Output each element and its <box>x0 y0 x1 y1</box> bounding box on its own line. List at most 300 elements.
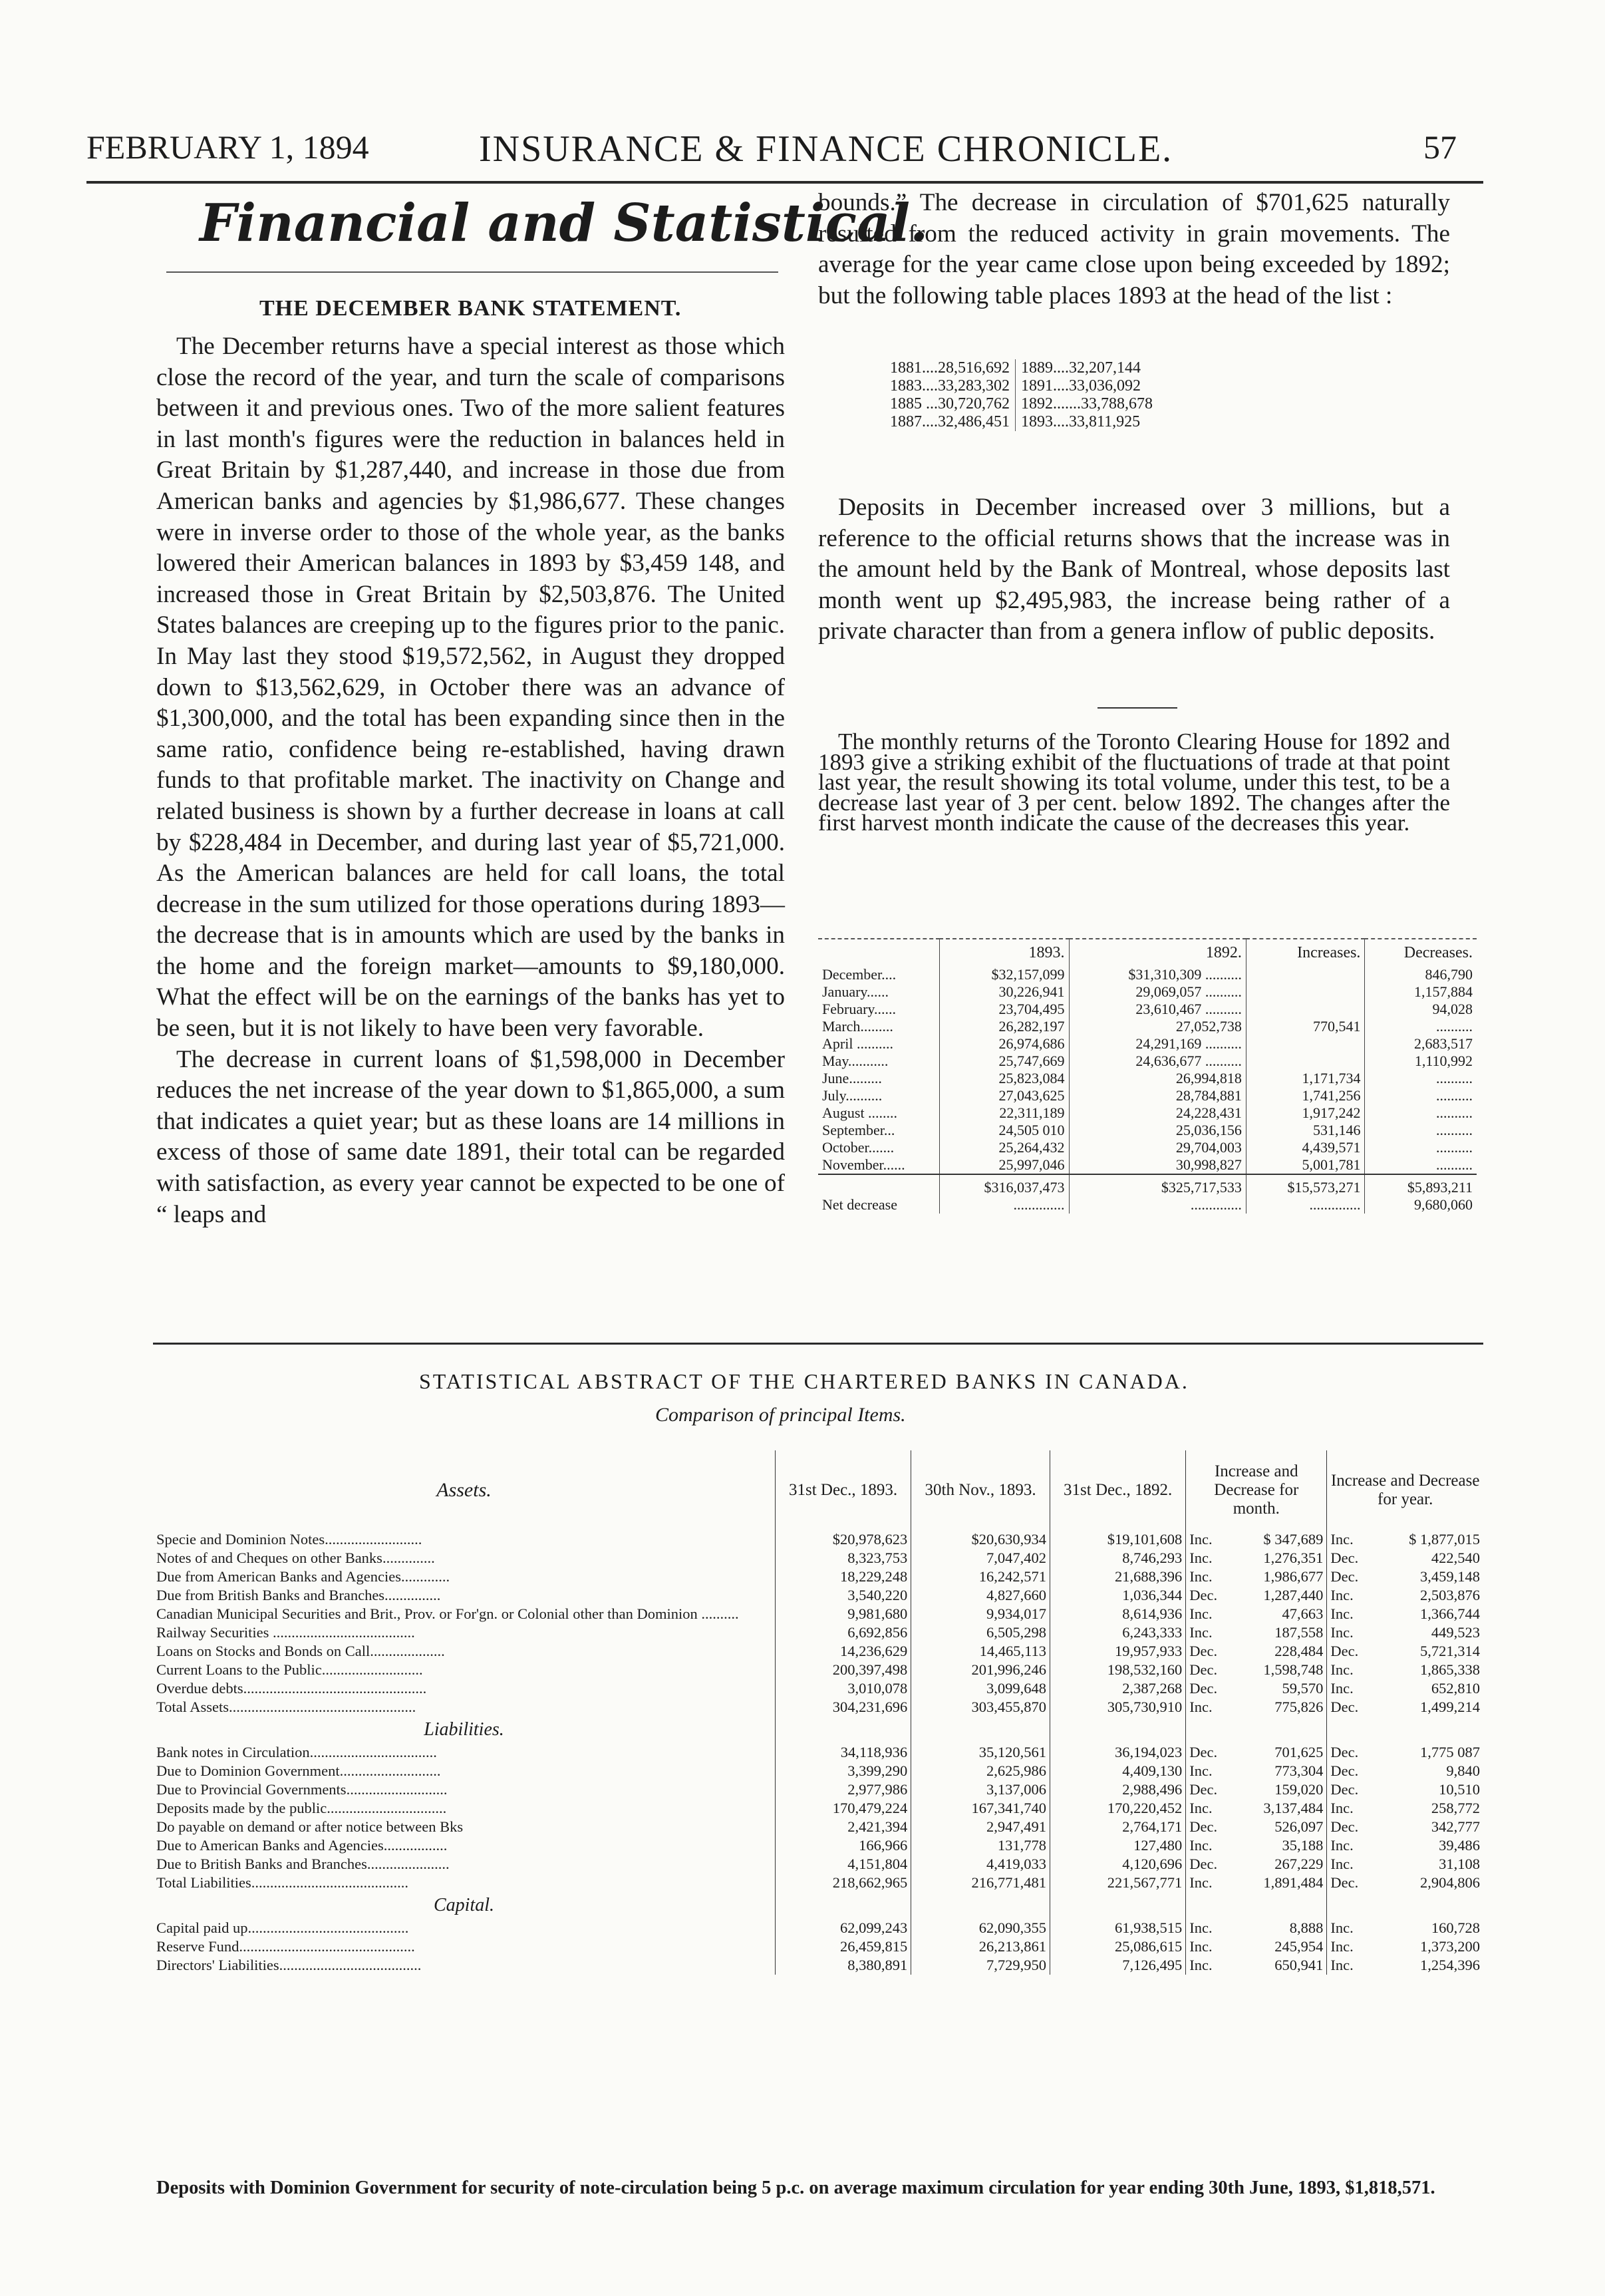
item-value: 198,532,160 <box>1050 1661 1186 1679</box>
clearing-value: 770,541 <box>1246 1018 1365 1035</box>
item-value: 160,728 <box>1431 1919 1480 1936</box>
divider <box>1097 707 1177 709</box>
item-label: Notes of and Cheques on other Banks.............. <box>156 1550 435 1566</box>
item-value: 258,772 <box>1431 1800 1480 1816</box>
item-value: 1,865,338 <box>1420 1661 1480 1678</box>
item-value: 4,419,033 <box>911 1855 1050 1874</box>
journal-title: INSURANCE & FINANCE CHRONICLE. <box>479 128 1173 170</box>
capital-section <box>153 1892 1483 1919</box>
clearing-value: 29,069,057 .......... <box>1069 983 1246 1001</box>
circulation-table <box>885 359 1158 431</box>
item-value: 2,988,496 <box>1050 1780 1186 1799</box>
item-value: 187,558 <box>1274 1624 1324 1641</box>
item-value: Inc. <box>1327 1661 1376 1679</box>
clearing-total-row <box>818 1174 1477 1196</box>
abstract-title: STATISTICAL ABSTRACT OF THE CHARTERED BANKS IN CANADA. <box>419 1369 1189 1393</box>
item-value: Inc. <box>1186 1605 1235 1623</box>
month-label <box>818 1174 940 1196</box>
footnote: Deposits with Dominion Government for security of note-circulation being 5 p.c. on average maximum circulation for year ending 30th June, 1893, $1,818,571. <box>156 2178 1435 2198</box>
item-value: Dec. <box>1327 1743 1376 1762</box>
item-value: 18,229,248 <box>776 1567 911 1586</box>
abstract-row <box>153 1836 1483 1855</box>
section-title: Financial and Statistical. <box>200 193 929 253</box>
clearing-value: $5,893,211 <box>1365 1174 1477 1196</box>
clearing-value <box>1246 983 1365 1001</box>
item-value: 25,086,615 <box>1050 1937 1186 1956</box>
item-label: Specie and Dominion Notes.......................... <box>156 1531 422 1548</box>
clearing-value: .......... <box>1365 1156 1477 1174</box>
title-rule <box>166 271 778 273</box>
article-paragraph-2: The decrease in current loans of $1,598,000 in December reduces the net increase of the year down to $1,865,000, a sum that indicates a quiet year; but as these loans are 14 millions in excess of those of same date 1891, their total can be regarded with satisfaction, as every year cannot be expected to be one of “ leaps and <box>156 1045 785 1228</box>
item-value: 35,120,561 <box>911 1743 1050 1762</box>
item-value: Inc. <box>1186 1762 1235 1780</box>
abstract-header-nov-1893: 30th Nov., 1893. <box>911 1450 1050 1530</box>
item-label: Due from American Banks and Agencies............. <box>156 1568 450 1585</box>
clearing-header-increases: Increases. <box>1246 939 1365 966</box>
abstract-row <box>153 1818 1483 1836</box>
item-value: Dec. <box>1327 1780 1376 1799</box>
item-value: $19,101,608 <box>1050 1530 1186 1549</box>
item-value: 201,996,246 <box>911 1661 1050 1679</box>
header-rule <box>86 181 1483 184</box>
month-label: May........... <box>822 1053 889 1069</box>
item-label: Loans on Stocks and Bonds on Call.................... <box>156 1643 445 1659</box>
abstract-row <box>153 1605 1483 1623</box>
clearing-row <box>818 1018 1477 1035</box>
clearing-row <box>818 1053 1477 1070</box>
empty-cell <box>776 1717 911 1743</box>
clearing-value: 24,505 010 <box>940 1122 1070 1139</box>
clearing-row <box>818 1156 1477 1174</box>
item-label: Due from British Banks and Branches............... <box>156 1587 441 1603</box>
abstract-row <box>153 1586 1483 1605</box>
item-value: 6,505,298 <box>911 1623 1050 1642</box>
item-value: 221,567,771 <box>1050 1874 1186 1892</box>
clearing-value: 23,610,467 .......... <box>1069 1001 1246 1018</box>
item-value: Dec. <box>1186 1855 1235 1874</box>
clearing-row <box>818 1001 1477 1018</box>
abstract-row <box>153 1679 1483 1698</box>
item-value: 34,118,936 <box>776 1743 911 1762</box>
item-value: 9,981,680 <box>776 1605 911 1623</box>
item-value: 8,746,293 <box>1050 1549 1186 1567</box>
clearing-value: $31,310,309 .......... <box>1069 966 1246 983</box>
clearing-value: $15,573,271 <box>1246 1174 1365 1196</box>
item-value: 422,540 <box>1431 1550 1480 1566</box>
empty-cell <box>776 1892 911 1919</box>
liabilities-section-label: Liabilities. <box>424 1719 504 1740</box>
item-value: 1,276,351 <box>1263 1550 1324 1566</box>
clearing-value: 25,823,084 <box>940 1070 1070 1087</box>
item-value: 4,151,804 <box>776 1855 911 1874</box>
circulation-row <box>885 395 1158 413</box>
item-value: 2,421,394 <box>776 1818 911 1836</box>
empty-cell <box>1327 1717 1376 1743</box>
item-value: 449,523 <box>1431 1624 1480 1641</box>
empty-cell <box>1327 1892 1376 1919</box>
abstract-row <box>153 1780 1483 1799</box>
month-label: November...... <box>822 1156 905 1173</box>
circulation-cell: 1892.......33,788,678 <box>1016 395 1159 413</box>
item-value: 1,036,344 <box>1050 1586 1186 1605</box>
clearing-value: 531,146 <box>1246 1122 1365 1139</box>
clearing-value: .......... <box>1365 1122 1477 1139</box>
abstract-row <box>153 1855 1483 1874</box>
item-value: 2,387,268 <box>1050 1679 1186 1698</box>
item-label: Due to Dominion Government........................... <box>156 1762 441 1779</box>
item-value: Inc. <box>1186 1836 1235 1855</box>
clearing-value: .......... <box>1365 1018 1477 1035</box>
item-value: Inc. <box>1327 1530 1376 1549</box>
clearing-value: 24,636,677 .......... <box>1069 1053 1246 1070</box>
item-value: Dec. <box>1327 1762 1376 1780</box>
month-label: April .......... <box>822 1035 893 1052</box>
clearing-value: 26,282,197 <box>940 1018 1070 1035</box>
empty-cell <box>1186 1717 1235 1743</box>
clearing-value: .......... <box>1365 1070 1477 1087</box>
clearing-row <box>818 1104 1477 1122</box>
item-value: 2,904,806 <box>1420 1874 1480 1891</box>
clearing-value: 1,110,992 <box>1365 1053 1477 1070</box>
clearing-header-decreases: Decreases. <box>1365 939 1477 966</box>
item-value: Inc. <box>1327 1836 1376 1855</box>
article-heading: THE DECEMBER BANK STATEMENT. <box>259 296 682 321</box>
abstract-row <box>153 1919 1483 1937</box>
clearing-value: 27,043,625 <box>940 1087 1070 1104</box>
month-label: October....... <box>822 1139 895 1156</box>
clearing-value: 1,741,256 <box>1246 1087 1365 1104</box>
abstract-header-dec-1893: 31st Dec., 1893. <box>776 1450 911 1530</box>
item-value: Inc. <box>1186 1530 1235 1549</box>
clearing-value: 1,157,884 <box>1365 983 1477 1001</box>
clearing-value: 30,998,827 <box>1069 1156 1246 1174</box>
item-label: Directors' Liabilities...................................... <box>156 1957 422 1973</box>
month-label: July.......... <box>822 1087 883 1104</box>
item-value: 16,242,571 <box>911 1567 1050 1586</box>
item-value: $20,630,934 <box>911 1530 1050 1549</box>
month-label: June......... <box>822 1070 882 1086</box>
abstract-row <box>153 1567 1483 1586</box>
clearing-value: .............. <box>1069 1196 1246 1214</box>
item-value: 3,540,220 <box>776 1586 911 1605</box>
article-paragraph-3: bounds.” The decrease in circulation of $701,625 naturally resulted from the reduced activity in grain movements. The average for the year came close upon being exceeded by 1892; but the following table places 1893 at the head of the list : <box>818 189 1450 309</box>
item-value: 61,938,515 <box>1050 1919 1186 1937</box>
clearing-value: 4,439,571 <box>1246 1139 1365 1156</box>
item-value: 6,692,856 <box>776 1623 911 1642</box>
item-value: Dec. <box>1327 1874 1376 1892</box>
clearing-value: 25,747,669 <box>940 1053 1070 1070</box>
item-label: Total Assets.................................................. <box>156 1699 416 1715</box>
item-value: Inc. <box>1186 1937 1235 1956</box>
item-value: 1,598,748 <box>1263 1661 1324 1678</box>
abstract-row <box>153 1762 1483 1780</box>
item-value: 21,688,396 <box>1050 1567 1186 1586</box>
item-value: 2,625,986 <box>911 1762 1050 1780</box>
circulation-row <box>885 377 1158 395</box>
item-value: $ 1,877,015 <box>1409 1531 1480 1548</box>
item-label: Deposits made by the public................................ <box>156 1800 447 1816</box>
clearing-value: 28,784,881 <box>1069 1087 1246 1104</box>
abstract-header-assets: Assets. <box>436 1479 492 1501</box>
item-value: Inc. <box>1327 1605 1376 1623</box>
item-value: 7,047,402 <box>911 1549 1050 1567</box>
item-value: 7,126,495 <box>1050 1956 1186 1975</box>
clearing-value: 25,997,046 <box>940 1156 1070 1174</box>
clearing-value: 26,994,818 <box>1069 1070 1246 1087</box>
item-value: 10,510 <box>1439 1781 1480 1798</box>
clearing-value: 29,704,003 <box>1069 1139 1246 1156</box>
item-value: 305,730,910 <box>1050 1698 1186 1717</box>
month-label: December.... <box>822 966 897 983</box>
page-number: 57 <box>1423 128 1457 166</box>
abstract-subtitle: Comparison of principal Items. <box>655 1404 906 1426</box>
clearing-value <box>1246 1053 1365 1070</box>
item-value: 773,304 <box>1274 1762 1324 1779</box>
item-value: 200,397,498 <box>776 1661 911 1679</box>
item-value: 1,986,677 <box>1263 1568 1324 1585</box>
item-value: 4,120,696 <box>1050 1855 1186 1874</box>
month-label: September... <box>822 1122 895 1138</box>
item-value: Inc. <box>1327 1799 1376 1818</box>
item-value: Inc. <box>1327 1956 1376 1975</box>
item-label: Due to Provincial Governments........................... <box>156 1781 448 1798</box>
item-label: Reserve Fund............................................... <box>156 1938 415 1955</box>
circulation-cell: 1887....32,486,451 <box>890 413 1010 430</box>
item-value: 4,409,130 <box>1050 1762 1186 1780</box>
item-value: 159,020 <box>1274 1781 1324 1798</box>
clearing-value: 26,974,686 <box>940 1035 1070 1053</box>
clearing-house-table <box>818 938 1477 1214</box>
item-value: Inc. <box>1186 1698 1235 1717</box>
empty-cell <box>1376 1892 1483 1919</box>
item-label: Due to American Banks and Agencies................. <box>156 1837 448 1854</box>
abstract-row <box>153 1530 1483 1549</box>
statistical-abstract-table <box>153 1450 1483 1975</box>
clearing-value: 9,680,060 <box>1365 1196 1477 1214</box>
item-label: Canadian Municipal Securities and Brit., Prov. or For'gn. or Colonial other than Dominion .......... <box>156 1605 739 1622</box>
circulation-row <box>885 413 1158 431</box>
abstract-header-month-change: Increase and Decrease for month. <box>1186 1450 1327 1530</box>
item-value: 166,966 <box>776 1836 911 1855</box>
item-value: 775,826 <box>1274 1699 1324 1715</box>
item-value: 47,663 <box>1282 1605 1324 1622</box>
item-value: Inc. <box>1186 1874 1235 1892</box>
article-paragraph-5: The monthly returns of the Toronto Clearing House for 1892 and 1893 give a striking exhibit of the fluctuations of trade at that point last year, the result showing its total volume, under this test, to be a decrease last year of 3 per cent. below 1892. The changes after the first harvest month indicate the cause of the decreases this year. <box>818 729 1450 836</box>
item-value: Dec. <box>1186 1743 1235 1762</box>
right-column-top <box>818 188 1450 311</box>
item-value: 9,840 <box>1446 1762 1480 1779</box>
clearing-net-row <box>818 1196 1477 1214</box>
item-value: 245,954 <box>1274 1938 1324 1955</box>
circulation-row <box>885 359 1158 377</box>
empty-cell <box>1234 1717 1327 1743</box>
item-label: Overdue debts................................................. <box>156 1680 427 1697</box>
article-paragraph-4: Deposits in December increased over 3 millions, but a reference to the official returns shows that the increase was in the amount held by the Bank of Montreal, whose deposits last month went up $2,495,983, the increase being rather of a private character than from a genera inflow of public deposits. <box>818 494 1450 645</box>
right-column-mid <box>818 492 1450 647</box>
item-value: 2,764,171 <box>1050 1818 1186 1836</box>
clearing-value: 5,001,781 <box>1246 1156 1365 1174</box>
item-value: Dec. <box>1186 1679 1235 1698</box>
abstract-header-dec-1892: 31st Dec., 1892. <box>1050 1450 1186 1530</box>
abstract-row <box>153 1743 1483 1762</box>
item-value: 62,099,243 <box>776 1919 911 1937</box>
item-label: Current Loans to the Public........................... <box>156 1661 423 1678</box>
clearing-row <box>818 1139 1477 1156</box>
item-value: 3,137,484 <box>1263 1800 1324 1816</box>
liabilities-section <box>153 1717 1483 1743</box>
item-value: 304,231,696 <box>776 1698 911 1717</box>
item-value: 26,459,815 <box>776 1937 911 1956</box>
item-value: 2,503,876 <box>1420 1587 1480 1603</box>
clearing-value: $32,157,099 <box>940 966 1070 983</box>
item-value: 14,236,629 <box>776 1642 911 1661</box>
item-value: Inc. <box>1327 1623 1376 1642</box>
item-value: 131,778 <box>911 1836 1050 1855</box>
empty-cell <box>911 1892 1050 1919</box>
item-value: 35,188 <box>1282 1837 1324 1854</box>
circulation-cell: 1883....33,283,302 <box>890 377 1010 395</box>
item-value: Inc. <box>1327 1586 1376 1605</box>
item-value: 1,366,744 <box>1420 1605 1480 1622</box>
item-value: 26,213,861 <box>911 1937 1050 1956</box>
item-value: 3,137,006 <box>911 1780 1050 1799</box>
item-label: Due to British Banks and Branches...................... <box>156 1856 450 1872</box>
item-value: 59,570 <box>1282 1680 1324 1697</box>
item-value: 8,888 <box>1289 1919 1324 1936</box>
item-value: 1,499,214 <box>1420 1699 1480 1715</box>
item-value: 8,380,891 <box>776 1956 911 1975</box>
item-value: Dec. <box>1186 1780 1235 1799</box>
item-value: 650,941 <box>1274 1957 1324 1973</box>
abstract-header-year-change: Increase and Decrease for year. <box>1327 1450 1483 1530</box>
clearing-value: 27,052,738 <box>1069 1018 1246 1035</box>
item-value: 1,891,484 <box>1263 1874 1324 1891</box>
clearing-row <box>818 1122 1477 1139</box>
clearing-value: 30,226,941 <box>940 983 1070 1001</box>
item-value: Dec. <box>1327 1567 1376 1586</box>
clearing-value <box>1246 1001 1365 1018</box>
item-label: Railway Securities ...................................... <box>156 1624 415 1641</box>
abstract-row <box>153 1956 1483 1975</box>
clearing-row <box>818 1035 1477 1053</box>
clearing-value: 2,683,517 <box>1365 1035 1477 1053</box>
item-value: Inc. <box>1186 1956 1235 1975</box>
item-value: Inc. <box>1327 1919 1376 1937</box>
item-label: Bank notes in Circulation.................................. <box>156 1744 437 1760</box>
item-value: 1,775 087 <box>1420 1744 1480 1760</box>
abstract-row <box>153 1874 1483 1892</box>
item-value: 1,373,200 <box>1420 1938 1480 1955</box>
item-value: $ 347,689 <box>1263 1531 1324 1548</box>
item-value: Dec. <box>1327 1549 1376 1567</box>
item-value: 170,479,224 <box>776 1799 911 1818</box>
item-value: 3,099,648 <box>911 1679 1050 1698</box>
empty-cell <box>1376 1717 1483 1743</box>
month-label: January...... <box>822 983 889 1000</box>
clearing-value <box>1246 1035 1365 1053</box>
abstract-row <box>153 1549 1483 1567</box>
left-column <box>156 331 785 1230</box>
item-value: 1,287,440 <box>1263 1587 1324 1603</box>
item-value: 3,399,290 <box>776 1762 911 1780</box>
clearing-value: 1,917,242 <box>1246 1104 1365 1122</box>
month-label: February...... <box>822 1001 896 1017</box>
empty-cell <box>1186 1892 1235 1919</box>
item-value: Inc. <box>1186 1799 1235 1818</box>
abstract-row <box>153 1799 1483 1818</box>
item-value: 3,459,148 <box>1420 1568 1480 1585</box>
item-value: Dec. <box>1327 1698 1376 1717</box>
abstract-row <box>153 1661 1483 1679</box>
clearing-value: .............. <box>940 1196 1070 1214</box>
item-value: 14,465,113 <box>911 1642 1050 1661</box>
capital-section-label: Capital. <box>433 1895 494 1915</box>
item-value: 39,486 <box>1439 1837 1480 1854</box>
clearing-value: 23,704,495 <box>940 1001 1070 1018</box>
item-value: 701,625 <box>1274 1744 1324 1760</box>
circulation-cell: 1891....33,036,092 <box>1016 377 1159 395</box>
item-value: 526,097 <box>1274 1818 1324 1835</box>
clearing-value: $325,717,533 <box>1069 1174 1246 1196</box>
item-value: 167,341,740 <box>911 1799 1050 1818</box>
item-value: $20,978,623 <box>776 1530 911 1549</box>
clearing-value: 24,291,169 .......... <box>1069 1035 1246 1053</box>
month-label: March......... <box>822 1018 893 1035</box>
abstract-row <box>153 1642 1483 1661</box>
empty-cell <box>1050 1717 1186 1743</box>
item-value: 218,662,965 <box>776 1874 911 1892</box>
item-value: 342,777 <box>1431 1818 1480 1835</box>
clearing-value: .......... <box>1365 1104 1477 1122</box>
item-value: Inc. <box>1186 1623 1235 1642</box>
clearing-value: 24,228,431 <box>1069 1104 1246 1122</box>
clearing-value: .......... <box>1365 1087 1477 1104</box>
abstract-row <box>153 1623 1483 1642</box>
item-value: 2,977,986 <box>776 1780 911 1799</box>
item-value: 127,480 <box>1050 1836 1186 1855</box>
clearing-row <box>818 983 1477 1001</box>
empty-cell <box>1050 1892 1186 1919</box>
item-value: 36,194,023 <box>1050 1743 1186 1762</box>
item-label: Capital paid up........................................... <box>156 1919 409 1936</box>
circulation-cell: 1889....32,207,144 <box>1016 359 1159 377</box>
month-label: August ........ <box>822 1104 898 1121</box>
clearing-header-1892: 1892. <box>1069 939 1246 966</box>
empty-cell <box>1234 1892 1327 1919</box>
item-value: Inc. <box>1186 1549 1235 1567</box>
clearing-value: 22,311,189 <box>940 1104 1070 1122</box>
item-value: Dec. <box>1327 1642 1376 1661</box>
abstract-row <box>153 1937 1483 1956</box>
item-value: 3,010,078 <box>776 1679 911 1698</box>
item-value: 62,090,355 <box>911 1919 1050 1937</box>
item-value: Dec. <box>1327 1818 1376 1836</box>
circulation-cell: 1881....28,516,692 <box>890 359 1010 377</box>
item-value: 5,721,314 <box>1420 1643 1480 1659</box>
item-value: 303,455,870 <box>911 1698 1050 1717</box>
page-date: FEBRUARY 1, 1894 <box>86 128 369 166</box>
right-column-low <box>818 729 1450 836</box>
circulation-cell: 1893....33,811,925 <box>1016 413 1159 431</box>
article-paragraph-1: The December returns have a special interest as those which close the record of the year, and turn the scale of comparisons between it and previous ones. Two of the more salient features in last month's figures were the reduction in balances held in Great Britain by $1,287,440, and increase in those due from American banks and agencies by $1,986,677. These changes were in inverse order to those of the whole year, as the banks lowered their American balances in 1893 by $3,459 148, and increased those in Great Britain by $2,503,876. The United States balances are creeping up to the figures prior to the panic. In May last they stood $19,572,562, in August they dropped down to $13,562,629, in October there was an advance of $1,300,000, and the total has been expanding since then in the same ratio, confidence being re-established, having drawn funds to that profitable market. The inactivity on Change and related business is shown by a further decrease in loans at call by $228,484 in December, and during last year of $5,721,000. As the American balances are held for call loans, the total decrease in the sum utilized for those operations during 1893—the decrease that is in amounts which are used by the banks in the home and the foreign market—amounts to $9,180,000. What the effect will be on the earnings of the banks has yet to be seen, but it is not likely to have been very favorable. <box>156 333 785 1043</box>
item-label: Total Liabilities.......................................... <box>156 1874 409 1891</box>
item-value: 31,108 <box>1439 1856 1480 1872</box>
item-value: 267,229 <box>1274 1856 1324 1872</box>
item-value: Inc. <box>1327 1855 1376 1874</box>
item-value: 19,957,933 <box>1050 1642 1186 1661</box>
item-value: 6,243,333 <box>1050 1623 1186 1642</box>
item-label: Do payable on demand or after notice between Bks <box>156 1818 464 1835</box>
